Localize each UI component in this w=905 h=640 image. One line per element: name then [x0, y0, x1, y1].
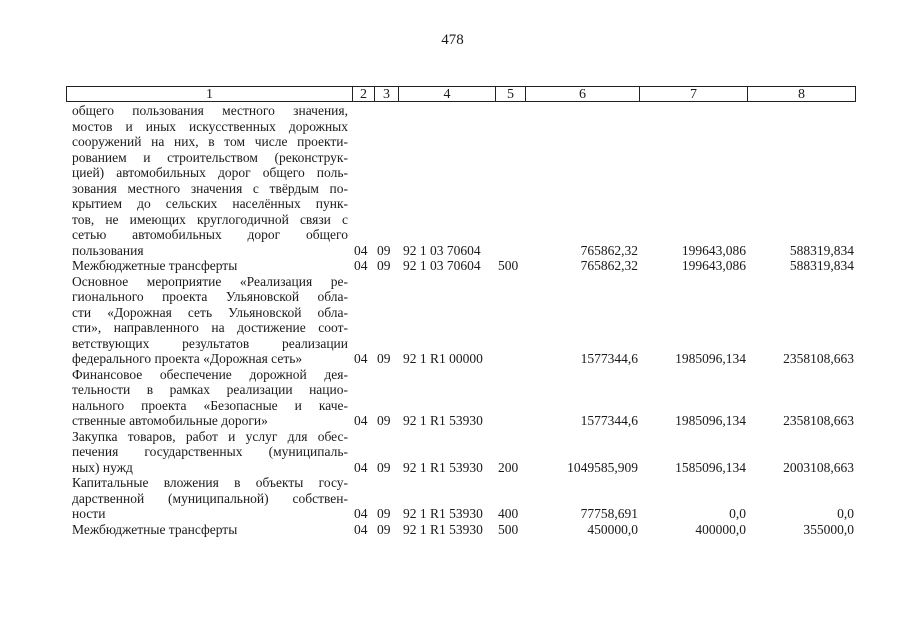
cell-expense-type: 400	[498, 506, 519, 521]
header-col-2: 2	[353, 86, 375, 102]
row-description-line: ветствующих результатов реализации	[72, 335, 348, 351]
cell-podrazdel: 09	[377, 242, 391, 258]
row-description-line: ных) нужд	[72, 459, 133, 475]
header-col-1: 1	[66, 86, 353, 102]
cell-target-article: 92 1 R1 53930	[403, 506, 483, 521]
cell-amount-col-8: 2358108,663	[783, 413, 854, 428]
cell-amount-col-6: 1577344,6	[580, 413, 638, 428]
cell-razdel: 04	[354, 413, 368, 428]
row-description-line: цией) автомобильных дорог общего поль-	[72, 165, 348, 180]
cell-expense-type	[498, 243, 526, 258]
header-col-4: 4	[399, 86, 496, 102]
cell-amount-col-8: 588319,834	[789, 258, 854, 273]
cell-expense-type	[498, 351, 526, 366]
row-description-line: рованием и строительством (реконструк-	[72, 149, 348, 165]
cell-razdel: 04	[354, 258, 368, 273]
header-col-7: 7	[640, 86, 748, 102]
cell-amount-col-8: 2003108,663	[783, 459, 854, 475]
cell-amount-col-6: 1049585,909	[567, 459, 638, 475]
cell-razdel: 04	[354, 242, 368, 258]
row-description-line: сетью автомобильных дорог общего	[72, 227, 348, 242]
header-col-3: 3	[375, 86, 399, 102]
cell-razdel: 04	[354, 521, 368, 537]
cell-podrazdel: 09	[377, 258, 391, 273]
row-description-line: сти «Дорожная сеть Ульяновской обла-	[72, 304, 348, 320]
cell-amount-col-8: 588319,834	[789, 242, 854, 258]
cell-amount-col-6: 765862,32	[580, 242, 638, 258]
row-description-line: сооружений на них, в том числе проекти-	[72, 134, 348, 149]
row-description-line: печения государственных (муниципаль-	[72, 444, 348, 459]
cell-podrazdel: 09	[377, 413, 391, 428]
row-description-line: сти», направленного на достижение соот-	[72, 320, 348, 335]
cell-amount-col-6: 1577344,6	[580, 351, 638, 366]
cell-razdel: 04	[354, 351, 368, 366]
cell-amount-col-8: 0,0	[837, 506, 854, 521]
cell-razdel: 04	[354, 506, 368, 521]
cell-podrazdel: 09	[377, 506, 391, 521]
cell-expense-type: 500	[498, 521, 519, 537]
cell-amount-col-8: 355000,0	[803, 521, 854, 537]
cell-target-article: 92 1 R1 53930	[403, 521, 483, 537]
row-description-line: федерального проекта «Дорожная сеть»	[72, 351, 303, 366]
cell-target-article: 92 1 03 70604	[403, 242, 481, 258]
cell-expense-type: 500	[498, 258, 519, 273]
cell-amount-col-8: 2358108,663	[783, 351, 854, 366]
cell-amount-col-6: 77758,691	[580, 506, 638, 521]
cell-amount-col-7: 400000,0	[695, 521, 746, 537]
cell-razdel: 04	[354, 459, 368, 475]
cell-amount-col-7: 1985096,134	[675, 413, 746, 428]
row-description-line: гионального проекта Ульяновской обла-	[72, 289, 348, 304]
cell-podrazdel: 09	[377, 459, 391, 475]
row-description-line: ственные автомобильные дороги»	[72, 413, 268, 428]
cell-amount-col-6: 765862,32	[580, 258, 638, 273]
row-description-line: ности	[72, 506, 106, 521]
cell-expense-type: 200	[498, 459, 519, 475]
cell-podrazdel: 09	[377, 351, 391, 366]
row-description-line: общего пользования местного значения,	[72, 103, 348, 118]
cell-podrazdel: 09	[377, 521, 391, 537]
cell-amount-col-6: 450000,0	[587, 521, 638, 537]
row-description-line: пользования	[72, 242, 144, 258]
cell-amount-col-7: 199643,086	[681, 258, 746, 273]
row-description-line: крытием до сельских населённых пунк-	[72, 196, 348, 211]
row-description-line: мостов и иных искусственных дорожных	[72, 118, 348, 134]
cell-amount-col-7: 199643,086	[681, 242, 746, 258]
row-description-line: Основное мероприятие «Реализация ре-	[72, 273, 348, 289]
cell-amount-col-7: 1985096,134	[675, 351, 746, 366]
row-description-line: Межбюджетные трансферты	[72, 521, 238, 537]
row-description-line: тов, не имеющих круглогодичной связи с	[72, 211, 348, 227]
header-col-5: 5	[496, 86, 526, 102]
header-col-6: 6	[526, 86, 640, 102]
cell-amount-col-7: 1585096,134	[675, 459, 746, 475]
cell-target-article: 92 1 R1 00000	[403, 351, 483, 366]
row-description-line: дарственной (муниципальной) собствен-	[72, 490, 348, 506]
row-description-line: Межбюджетные трансферты	[72, 258, 238, 273]
row-description-line: Финансовое обеспечение дорожной дея-	[72, 366, 348, 382]
cell-target-article: 92 1 03 70604	[403, 258, 481, 273]
row-description-line: нального проекта «Безопасные и каче-	[72, 397, 348, 413]
row-description-line: тельности в рамках реализации нацио-	[72, 382, 348, 397]
page-number: 478	[441, 32, 464, 48]
row-description-line: Закупка товаров, работ и услуг для обес-	[72, 428, 348, 444]
cell-target-article: 92 1 R1 53930	[403, 459, 483, 475]
cell-amount-col-7: 0,0	[729, 506, 746, 521]
row-description-line: зования местного значения с твёрдым по-	[72, 180, 348, 196]
header-col-8: 8	[748, 86, 856, 102]
cell-expense-type	[498, 413, 526, 428]
cell-target-article: 92 1 R1 53930	[403, 413, 483, 428]
row-description-line: Капитальные вложения в объекты госу-	[72, 475, 348, 490]
